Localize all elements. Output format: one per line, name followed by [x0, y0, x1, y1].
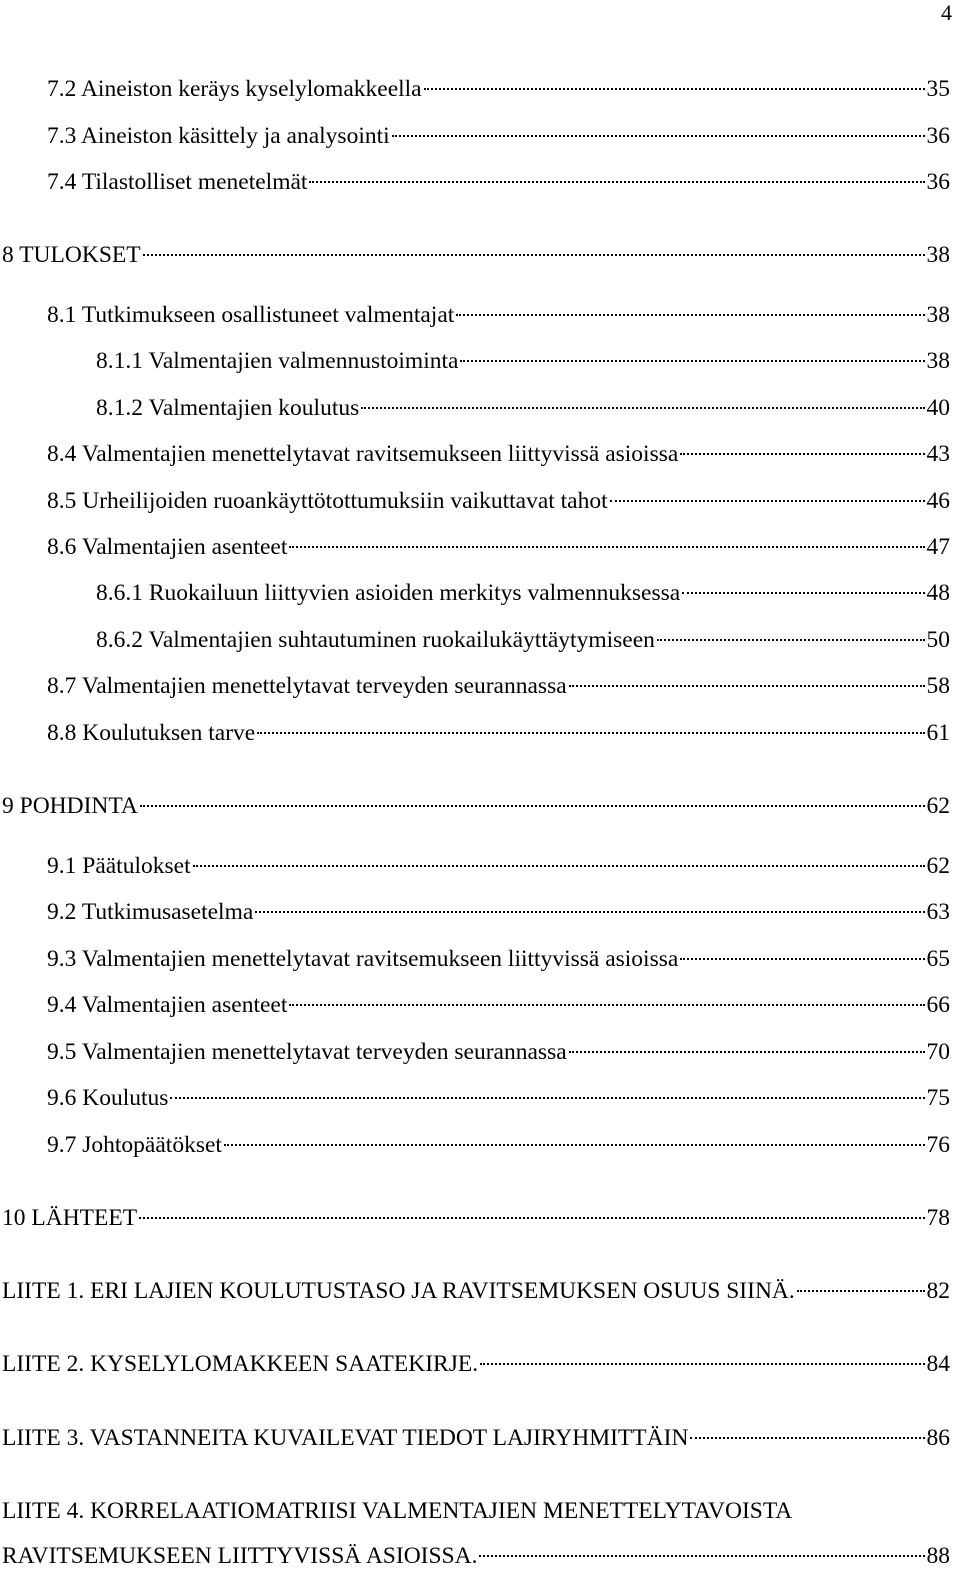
toc-entry[interactable]	[47, 1083, 950, 1113]
toc-entry-page: 38	[926, 348, 950, 374]
toc-entry[interactable]	[47, 486, 950, 516]
toc-entry-page: 63	[926, 899, 950, 925]
toc-entry[interactable]	[2, 1276, 950, 1306]
toc-entry-page: 35	[926, 76, 950, 102]
toc-entry-title: 7.2 Aineiston keräys kyselylomakkeella	[47, 76, 422, 102]
dot-leader	[456, 314, 924, 316]
dot-leader	[460, 360, 924, 362]
dot-leader	[255, 911, 924, 913]
toc-entry-title: 7.3 Aineiston käsittely ja analysointi	[47, 123, 390, 149]
toc-entry-page: 62	[926, 853, 950, 879]
dot-leader	[289, 546, 924, 548]
toc-entry[interactable]	[2, 1349, 950, 1379]
dot-leader	[143, 254, 925, 256]
toc-entry-page: 61	[926, 720, 950, 746]
toc-entry-page: 82	[926, 1278, 950, 1304]
dot-leader	[140, 805, 925, 807]
toc-entry-page: 47	[926, 534, 950, 560]
toc-entry[interactable]	[47, 851, 950, 881]
toc-entry-title: 8.6.2 Valmentajien suhtautuminen ruokailukäyttäytymiseen	[96, 627, 655, 653]
toc-entry-title: 8.1.1 Valmentajien valmennustoiminta	[96, 348, 459, 374]
toc-entry-title: 9.1 Päätulokset	[47, 853, 191, 879]
toc-entry[interactable]	[47, 718, 950, 748]
page-number: 4	[941, 0, 952, 25]
toc-entry-title: 8.8 Koulutuksen tarve	[47, 720, 256, 746]
toc-entry-title: LIITE 4. KORRELAATIOMATRIISI VALMENTAJIEN MENETTELYTAVOISTA	[2, 1498, 793, 1524]
toc-entry-page: 78	[926, 1205, 950, 1231]
dot-leader	[224, 1144, 925, 1146]
toc-entry-page: 48	[926, 580, 950, 606]
toc-entry[interactable]	[96, 578, 950, 608]
toc-entry-title: 8.4 Valmentajien menettelytavat ravitsemukseen liittyvissä asioissa	[47, 441, 679, 467]
dot-leader	[479, 1555, 924, 1557]
toc-entry[interactable]	[96, 625, 950, 655]
dot-leader	[424, 88, 925, 90]
toc-entry[interactable]	[47, 1130, 950, 1160]
toc-entry-page: 36	[926, 123, 950, 149]
toc-entry[interactable]	[2, 791, 950, 821]
toc-entry-page: 66	[926, 992, 950, 1018]
toc-entry-title: 9 POHDINTA	[2, 793, 138, 819]
toc-entry[interactable]	[47, 439, 950, 469]
toc-entry-page: 84	[926, 1351, 950, 1377]
toc-entry-page: 43	[926, 441, 950, 467]
dot-leader	[289, 1004, 924, 1006]
dot-leader	[680, 453, 924, 455]
toc-entry-title: RAVITSEMUKSEEN LIITTYVISSÄ ASIOISSA.	[2, 1543, 478, 1569]
dot-leader	[680, 958, 924, 960]
dot-leader	[170, 1097, 924, 1099]
toc-entry-page: 65	[926, 946, 950, 972]
toc-entry-title: 8.1 Tutkimukseen osallistuneet valmentajat	[47, 302, 455, 328]
toc-entry-title: 8.6.1 Ruokailuun liittyvien asioiden merkitys valmennuksessa	[96, 580, 681, 606]
toc-entry[interactable]	[96, 393, 950, 423]
toc-entry-title: 8.1.2 Valmentajien koulutus	[96, 395, 360, 421]
toc-entry-title: LIITE 3. VASTANNEITA KUVAILEVAT TIEDOT LAJIRYHMITTÄIN	[2, 1425, 689, 1451]
dot-leader	[797, 1290, 925, 1292]
dot-leader	[193, 865, 925, 867]
toc-entry[interactable]	[2, 1496, 950, 1526]
toc-entry-title: 9.7 Johtopäätökset	[47, 1132, 222, 1158]
toc-entry-page: 38	[926, 242, 950, 268]
toc-entry-title: 8.7 Valmentajien menettelytavat terveyden seurannassa	[47, 673, 567, 699]
toc-entry-page: 88	[926, 1543, 950, 1569]
dot-leader	[139, 1217, 924, 1219]
toc-entry-title: LIITE 2. KYSELYLOMAKKEEN SAATEKIRJE.	[2, 1351, 479, 1377]
toc-entry[interactable]	[47, 167, 950, 197]
toc-entry-title: 7.4 Tilastolliset menetelmät	[47, 169, 308, 195]
dot-leader	[690, 1437, 924, 1439]
toc-entry-title: LIITE 1. ERI LAJIEN KOULUTUSTASO JA RAVITSEMUKSEN OSUUS SIINÄ.	[2, 1278, 795, 1304]
toc-entry-title: 9.4 Valmentajien asenteet	[47, 992, 288, 1018]
toc-entry-page: 38	[926, 302, 950, 328]
toc-entry-title: 8.5 Urheilijoiden ruoankäyttötottumuksiin vaikuttavat tahot	[47, 488, 608, 514]
toc-entry-page: 40	[926, 395, 950, 421]
toc-entry-title: 8 TULOKSET	[2, 242, 141, 268]
dot-leader	[569, 1051, 925, 1053]
dot-leader	[682, 592, 924, 594]
toc-entry-page: 86	[926, 1425, 950, 1451]
toc-entry[interactable]	[2, 1203, 950, 1233]
toc-entry[interactable]	[2, 240, 950, 270]
toc-entry-page: 50	[926, 627, 950, 653]
toc-entry-page: 62	[926, 793, 950, 819]
dot-leader	[480, 1363, 924, 1365]
toc-entry[interactable]	[47, 671, 950, 701]
dot-leader	[610, 500, 925, 502]
toc-entry[interactable]	[47, 990, 950, 1020]
toc-entry[interactable]	[47, 944, 950, 974]
toc-entry[interactable]	[2, 1541, 950, 1571]
toc-entry[interactable]	[47, 121, 950, 151]
dot-leader	[361, 407, 924, 409]
dot-leader	[569, 685, 925, 687]
toc-entry[interactable]	[47, 897, 950, 927]
toc-entry[interactable]	[47, 1037, 950, 1067]
dot-leader	[257, 732, 924, 734]
toc-entry[interactable]	[47, 74, 950, 104]
toc-entry[interactable]	[2, 1423, 950, 1453]
toc-entry-page: 76	[926, 1132, 950, 1158]
toc-entry-page: 75	[926, 1085, 950, 1111]
toc-entry-page: 36	[926, 169, 950, 195]
dot-leader	[392, 135, 925, 137]
toc-entry-title: 9.3 Valmentajien menettelytavat ravitsemukseen liittyvissä asioissa	[47, 946, 679, 972]
toc-entry-title: 10 LÄHTEET	[2, 1205, 138, 1231]
toc-entry[interactable]	[96, 346, 950, 376]
dot-leader	[309, 181, 924, 183]
toc-entry-title: 9.2 Tutkimusasetelma	[47, 899, 254, 925]
toc-entry-title: 9.6 Koulutus	[47, 1085, 169, 1111]
toc-entry-title: 8.6 Valmentajien asenteet	[47, 534, 288, 560]
toc-entry[interactable]	[47, 300, 950, 330]
toc-entry[interactable]	[47, 532, 950, 562]
toc-entry-page: 58	[926, 673, 950, 699]
dot-leader	[657, 639, 925, 641]
toc-entry-title: 9.5 Valmentajien menettelytavat terveyden seurannassa	[47, 1039, 567, 1065]
toc-entry-page: 46	[926, 488, 950, 514]
toc-entry-page: 70	[926, 1039, 950, 1065]
